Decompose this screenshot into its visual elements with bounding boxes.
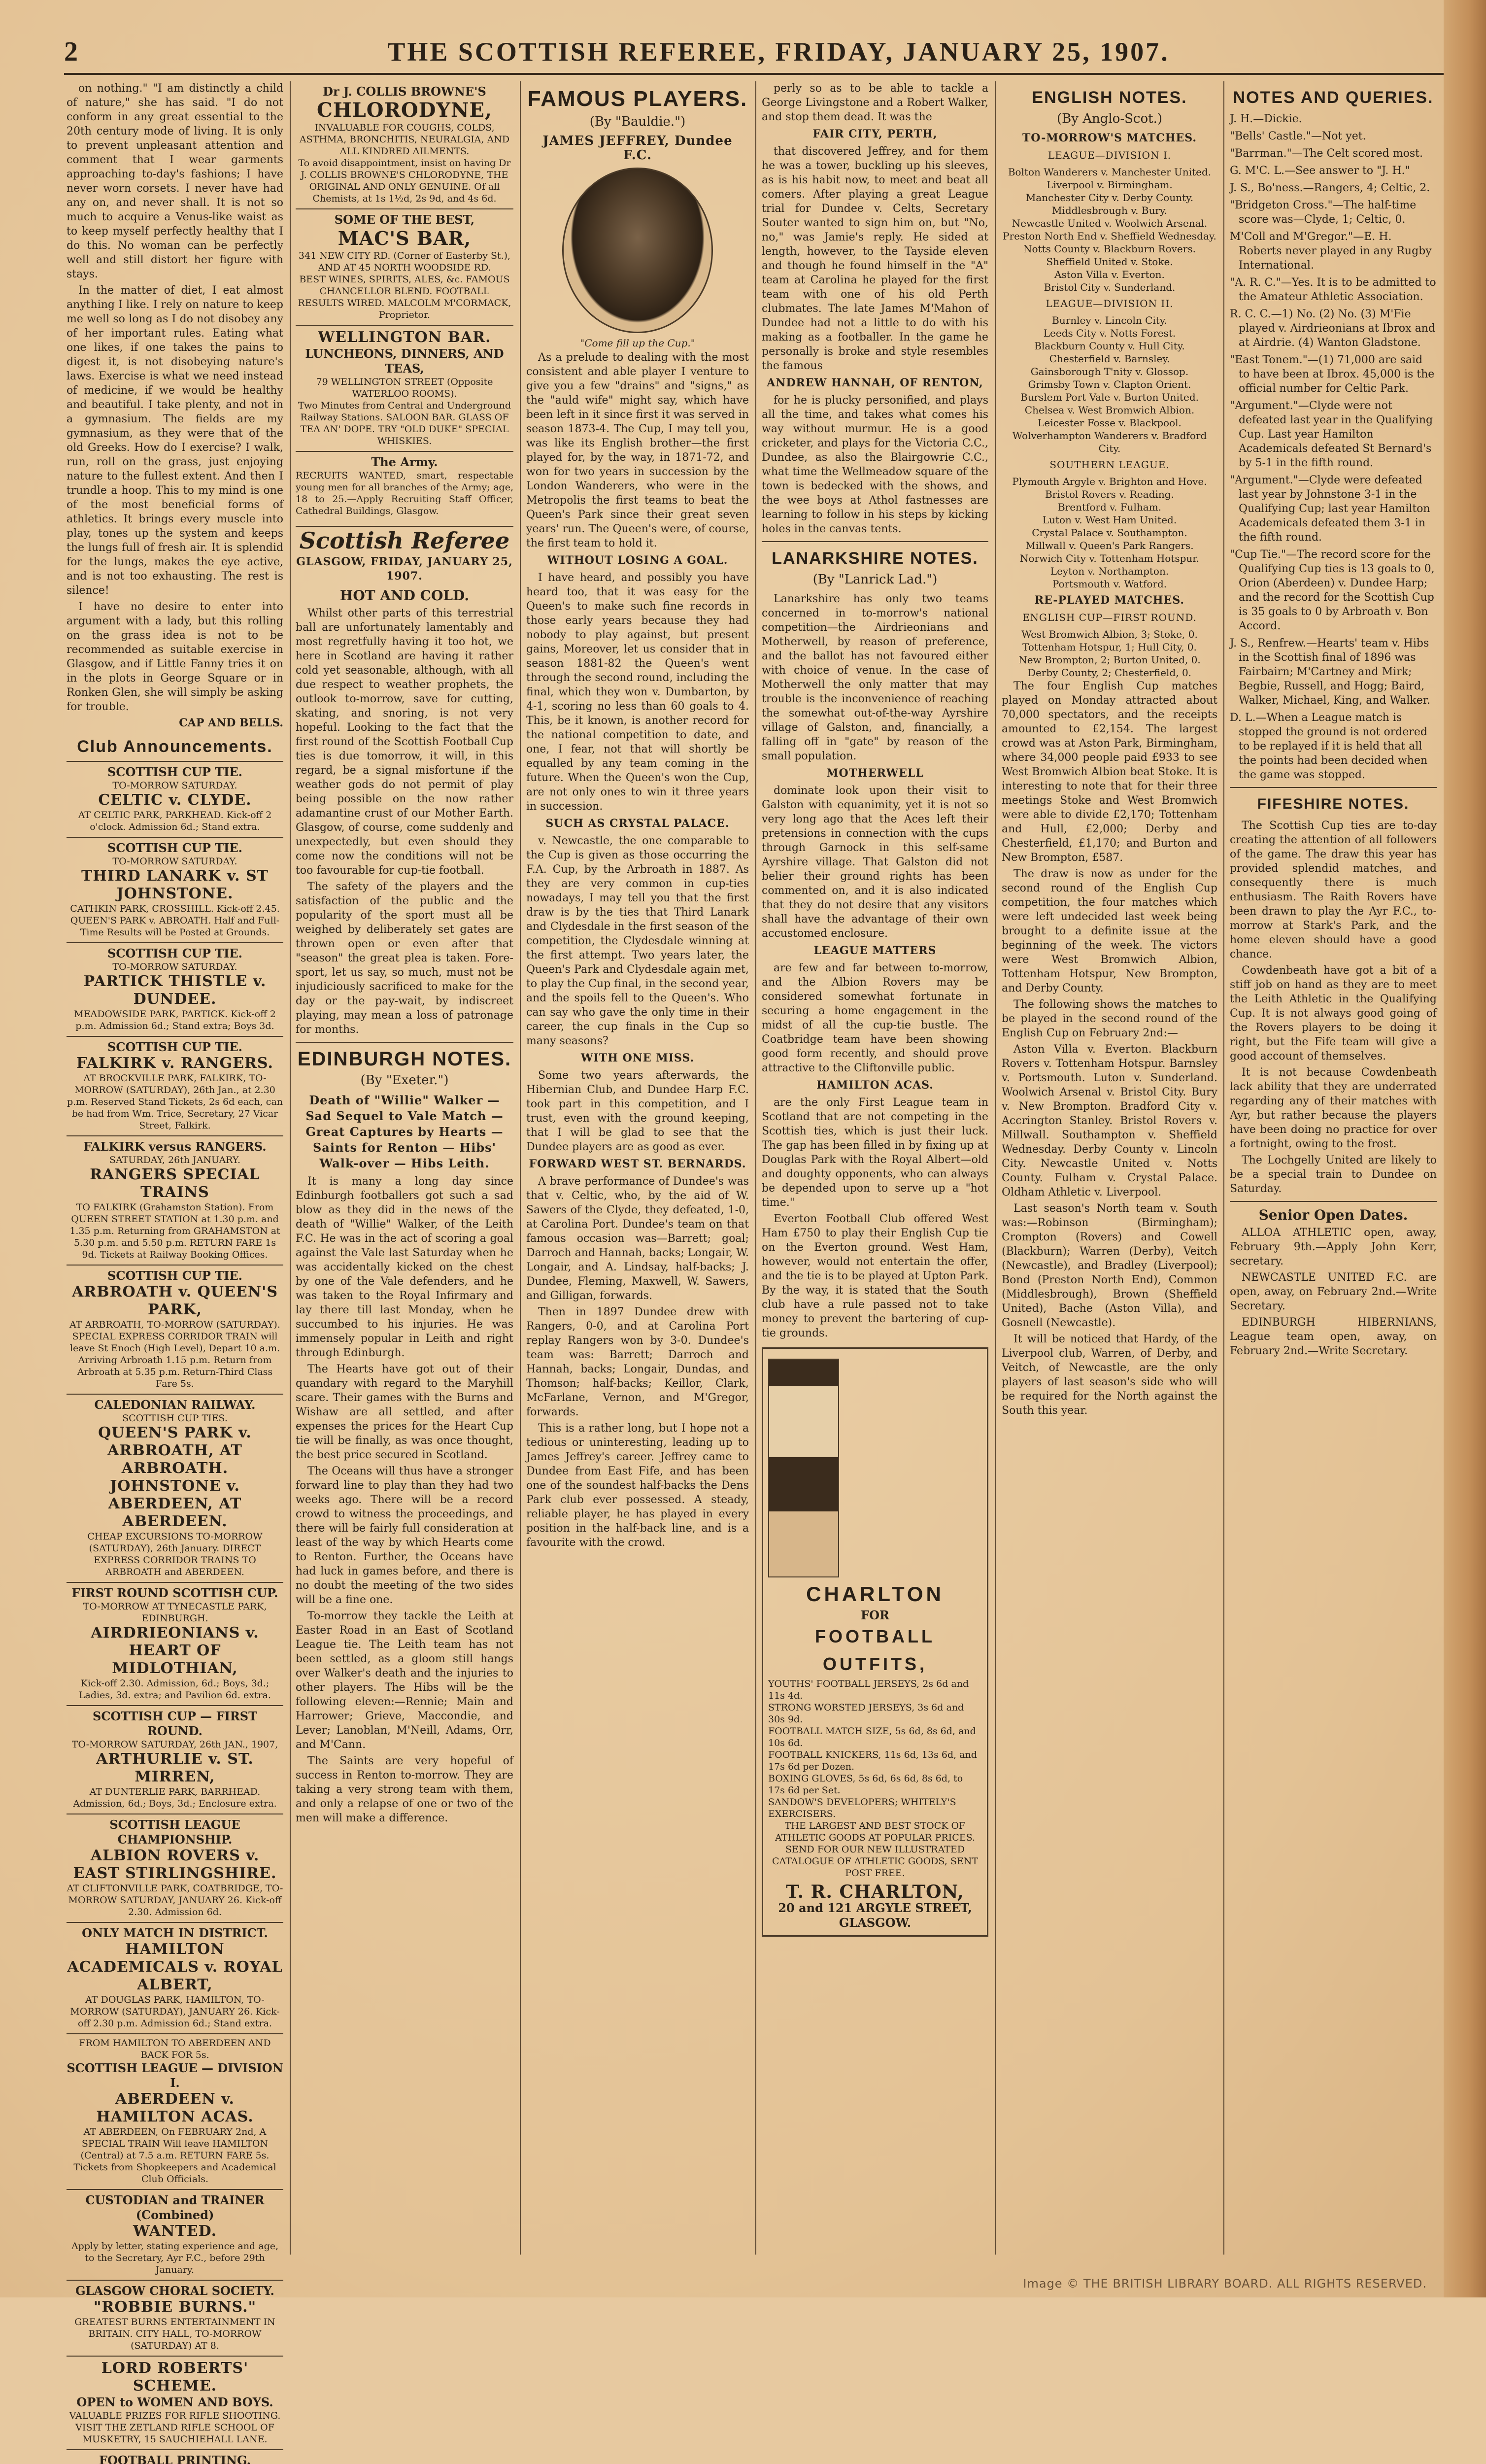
article-paragraph: The following shows the matches to be played in the second round of the English Cup on February 2nd:— [1002, 998, 1217, 1039]
portrait-caption: "Come fill up the Cup." [580, 337, 695, 349]
list-item: Plymouth Argyle v. Brighton and Hove. [1012, 476, 1207, 487]
club-announcement: LORD ROBERTS' SCHEME. OPEN to WOMEN AND BOYS. VALUABLE PRIZES FOR RIFLE SHOOTING. VISIT THE ZETLAND RIFLE SCHOOL OF MUSKETRY, 15 SAUCHIEHALL LANE. [67, 2356, 283, 2449]
club-announcement: ONLY MATCH IN DISTRICT. HAMILTON ACADEMICALS v. ROYAL ALBERT, AT DOUGLAS PARK, HAMILTON, TO-MORROW (SATURDAY), JANUARY 26. Kick-off 2.30 p.m. Admission 6d.; Stand extra. [67, 1922, 283, 2033]
article-paragraph: Some two years afterwards, the Hibernian Club, and Dundee Harp F.C. took part in this competition, and I trust, even with the ground keeping, that I will be glad to see that the Dundee players are as good as ever. [526, 1069, 749, 1153]
club-announcement: FOOTBALL PRINTING. [67, 2449, 283, 2464]
list-item: J. S., Bo'ness.—Rangers, 4; Celtic, 2. [1230, 182, 1430, 194]
section-title: Club Announcements. [77, 737, 273, 756]
sub-heading: JAMES JEFFREY, Dundee F.C. [542, 134, 733, 163]
open-date-notice: EDINBURGH HIBERNIANS, League team open, away, on February 2nd.—Write Secretary. [1230, 1316, 1437, 1357]
list-item: Sheffield United v. Stoke. [1046, 256, 1173, 268]
section-title: NOTES AND QUERIES. [1233, 88, 1434, 107]
article-paragraph: Last season's North team v. South was:—Robinson (Birmingham); Crompton (Rovers) and Cowell (Blackburn); Warren (Derby), Veitch (Newcastle), and Bradley (Liverpool); Bond (Preston North End), Common (Middlesbrough), Brown (Sheffield United), Bache (Aston Villa), and Gosnell (Newcastle). [1002, 1202, 1217, 1329]
list-item: D. L.—When a League match is stopped the ground is not ordered to be replayed if it is held that all the points had been decided when the game was stopped. [1230, 712, 1428, 781]
byline: (By "Bauldie.") [589, 114, 686, 129]
sub-heading: WITH ONE MISS. [580, 1052, 695, 1064]
column-rule [995, 81, 996, 2255]
article-paragraph: A brave performance of Dundee's was that v. Celtic, who, by the aid of W. Sawers of the Clyde, they defeated, 1-0, at Carolina Port. Dundee's team on that famous occasion was—Barrett; goal; Darroch and Hannah, backs; Longair, W. Longair, and A. Lindsay, half-backs; J. Dundee, Fleming, Maxwell, W. Sawers, and Gilligan, forwards. [526, 1175, 749, 1302]
list-item: Middlesbrough v. Bury. [1051, 205, 1168, 216]
list-item: Liverpool v. Birmingham. [1047, 179, 1173, 191]
list-item: Leeds City v. Notts Forest. [1043, 327, 1176, 339]
section-title: FIFESHIRE NOTES. [1257, 796, 1410, 812]
advertisement: The Army. RECRUITS WANTED, smart, respectable young men for all branches of the Army; age, 18 to 25.—Apply Recruiting Staff Officer, Cathedral Buildings, Glasgow. [296, 451, 513, 521]
masthead [64, 34, 1444, 69]
byline: (By "Exeter.") [360, 1073, 449, 1088]
sub-heading: LEAGUE MATTERS [813, 944, 937, 957]
advertisement: Dr J. COLLIS BROWNE'S CHLORODYNE, INVALUABLE FOR COUGHS, COLDS, ASTHMA, BRONCHITIS, NEURALGIA, AND ALL KINDRED AILMENTS. To avoid disappointment, insist on having Dr J. COLLIS BROWNE'S CHLORODYNE, THE ORIGINAL AND ONLY GENUINE. Of all Chemists, at 1s 1½d, 2s 9d, and 4s 6d. [298, 84, 511, 204]
list-item: Grimsby Town v. Clapton Orient. [1028, 378, 1191, 390]
sub-heading: Death of "Willie" Walker — Sad Sequel to Vale Match — Great Captures by Hearts — Saints for Renton — Hibs' Walk-over — Hibs Leith. [305, 1093, 504, 1170]
next-page-edge [1444, 0, 1486, 2297]
column-rule [755, 81, 756, 2255]
column-rule [1223, 81, 1224, 2255]
list-item: G. M'C. L.—See answer to "J. H." [1230, 165, 1410, 177]
open-date-notice: NEWCASTLE UNITED F.C. are open, away, on February 2nd.—Write Secretary. [1230, 1271, 1437, 1312]
list-item: M'Coll and M'Gregor."—E. H. Roberts never played in any Rugby International. [1230, 231, 1432, 272]
leader-title: HOT AND COLD. [339, 587, 470, 604]
club-announcement: FALKIRK versus RANGERS. SATURDAY, 26th JANUARY. RANGERS SPECIAL TRAINS TO FALKIRK (Grahamston Station). From QUEEN STREET STATION at 1.30 p.m. and 1.35 p.m. Returning from GRAHAMSTON at 5.30 p.m. and 5.50 p.m. RETURN FARE 1s 9d. Tickets at Railway Booking Offices. [67, 1135, 283, 1265]
list-item: Manchester City v. Derby County. [1025, 192, 1194, 204]
image-credit: Image © THE BRITISH LIBRARY BOARD. ALL RIGHTS RESERVED. [1023, 2277, 1427, 2291]
article-paragraph: Aston Villa v. Everton. Blackburn Rovers v. Tottenham Hotspur. Barnsley v. Portsmouth. Luton v. Sunderland. Woolwich Arsenal v. Bristol City. Bury v. New Brompton. Bradford City v. Accrington Stanley. Bristol Rovers v. Millwall. Southampton v. Sheffield Wednesday. Derby County v. Lincoln City. Newcastle United v. Notts County. Fulham v. Crystal Palace. Oldham Athletic v. Liverpool. [1002, 1043, 1217, 1198]
sub-heading: SUCH AS CRYSTAL PALACE. [545, 817, 730, 830]
fixture-list [1002, 166, 1217, 294]
club-announcement: CALEDONIAN RAILWAY. SCOTTISH CUP TIES. QUEEN'S PARK v. ARBROATH, AT ARBROATH. JOHNSTONE v. ABERDEEN, AT ABERDEEN. CHEAP EXCURSIONS TO-MORROW (SATURDAY), 26th January. DIRECT EXPRESS CORRIDOR TRAINS TO ARBROATH and ABERDEEN. [67, 1394, 283, 1582]
list-item: "Argument."—Clyde were defeated last year by Johnstone 3-1 in the Qualifying Cup; last year Hamilton Academicals defeated them 3-1 in the fifth round. [1230, 474, 1430, 544]
sub-heading: WITHOUT LOSING A GOAL. [547, 554, 728, 567]
club-announcement: SCOTTISH LEAGUE CHAMPIONSHIP. ALBION ROVERS v. EAST STIRLINGSHIRE. AT CLIFTONVILLE PARK, COATBRIDGE, TO-MORROW SATURDAY, JANUARY 26. Kick-off 2.30. Admission 6d. [67, 1814, 283, 1922]
sub-heading: FORWARD WEST ST. BERNARDS. [529, 1158, 746, 1170]
column-3 [526, 81, 749, 2255]
list-item: Millwall v. Queen's Park Rangers. [1025, 540, 1194, 551]
list-item: Aston Villa v. Everton. [1054, 269, 1165, 280]
list-item: Norwich City v. Tottenham Hotspur. [1019, 552, 1200, 564]
column-5: ENGLISH NOTES. (By Anglo-Scot.) TO-MORROW'S MATCHES. LEAGUE—DIVISION I. Bolton Wanderers v. Manchester United. Liverpool v. Birmingham. Manchester City v. Derby County. Middlesbrough v. Bury. Newcastle United v. Woolwich Arsenal. Preston North End v. Sheffield Wednesday. Notts County v. Blackburn Rovers. Sheffield United v. Stoke. Aston Villa v. Everton. Bristol City v. Sunderland. LEAGUE—DIVISION II. Burnley v. Lincoln City. Leeds City v. Notts Forest. Blackburn County v. Hull City. Chesterfield v. Barnsley. Gainsborough T'nity v. Glossop. Grimsby Town v. Clapton Orient. Burslem Port Vale v. Burton United. Chelsea v. West Bromwich Albion. Leicester Fosse v. Blackpool. Wolverhampton Wanderers v. Bradford City. SOUTHERN LEAGUE. Plymouth Argyle v. Brighton and Hove. Bristol Rovers v. Reading. Brentford v. Fulham. Luton v. West Ham United. Crystal Palace v. Southampton. Millwall v. Queen's Park Rangers. Norwich City v. Tottenham Hotspur. Leyton v. Northampton. Portsmouth v. Watford. RE-PLAYED MATCHES. ENGLISH CUP—FIRST ROUND. West Bromwich Albion, 3; Stoke, 0. Tottenham Hotspur, 1; Hull City, 0. New Brompton, 2; Burton United, 0. Derby County, 2; Chesterfield, 0. The four English Cup matches played on Monday attracted about 70,000 spectators, and the receipts amounted to £2,154. The largest crowd was at Aston Park, Birmingham, where 34,000 people paid £933 to see West Bromwich Albion beat Stoke. It is interesting to note that for their three meetings Stoke and West Bromwich were able to divide £2,170; Tottenham and Hull, £2,000; Derby and Chesterfield, £1,170; and Burton and New Brompton, £587. The draw is now as under for the second round of the English Cup competition, the four matches which were left undecided last week being brought to a definite issue at the beginning of the week. The victors were West Bromwich Albion, Tottenham Hotspur, New Brompton, and Derby County. The following shows the matches to be played in the second round of the English Cup on February 2nd:— Aston Villa v. Everton. Blackburn Rovers v. Tottenham Hotspur. Barnsley v. Portsmouth. Luton v. Sunderland. Woolwich Arsenal v. Bristol City. Bury v. New Brompton. Bradford City v. Accrington Stanley. Bristol Rovers v. Millwall. Southampton v. Sheffield Wednesday. Derby County v. Lincoln City. Newcastle United v. Notts County. Fulham v. Crystal Palace. Oldham Athletic v. Liverpool. Last season's North team v. South was:—Robinson (Birmingham); Crompton (Rovers) and Cowell (Blackburn); Warren (Derby), Veitch (Newcastle), and Bradley (Liverpool); Bond (Preston North End), Common (Middlesbrough), Brown (Sheffield United), Bache (Aston Villa), and Gosnell (Newcastle). It will be noticed that Hardy, of the Liverpool club, Warren, of Derby, and Veitch, of Newcastle, are the only players of last season's side who will be required for the North against the South this year. [1002, 81, 1217, 2255]
article-paragraph: perly so as to be able to tackle a George Livingstone and a Robert Walker, and stop them dead. It was the [762, 82, 988, 123]
club-announcement: SCOTTISH CUP TIE. TO-MORROW SATURDAY. THIRD LANARK v. ST JOHNSTONE. CATHKIN PARK, CROSSHILL. Kick-off 2.45. QUEEN'S PARK v. ABROATH. Half and Full-Time Results will be Posted at Grounds. [67, 837, 283, 942]
article-paragraph: It is not because Cowdenbeath lack ability that they are underrated regarding any of their matches with Ayr, but rather because the players have been doing no practice for over a fortnight, owing to the frost. [1230, 1066, 1437, 1150]
list-item: R. C. C.—1) No. (2) No. (3) M'Fie played v. Airdrieonians at Ibrox and at Airdrie. (4) Wanton Gladstone. [1230, 308, 1435, 349]
article-paragraph: The four English Cup matches played on Monday attracted about 70,000 spectators, and the receipts amounted to £2,154. The largest crowd was at Aston Park, Birmingham, where 34,000 people paid £933 to see West Bromwich Albion beat Stoke. It is interesting to note that for their three meetings Stoke and West Bromwich were able to divide £2,170; Tottenham and Hull, £2,000; Derby and Chesterfield, £1,170; and Burton and New Brompton, £587. [1002, 680, 1217, 864]
article-paragraph: The safety of the players and the satisfaction of the public and the popularity of the sport must all be weighed by deliberately set gates are thrown open or even after that "season" the great plea is taken. Fore-sport, let us say, so much, must not be injudiciously sacrificed to make for the day or the pay-wait, by indiscreet playing, may mean a loss of patronage for months. [296, 881, 513, 1036]
list-item: J. H.—Dickie. [1230, 113, 1302, 125]
section-title: EDINBURGH NOTES. [297, 1048, 512, 1070]
list-item: Preston North End v. Sheffield Wednesday. [1003, 230, 1216, 242]
sub-heading: FAIR CITY, PERTH, [812, 128, 938, 140]
column-rule [290, 81, 291, 2255]
list-item: Brentford v. Fulham. [1057, 501, 1162, 513]
article-paragraph: The draw is now as under for the second round of the English Cup competition, the four matches which were left undecided last week being brought to a definite issue at the beginning of the week. The victors were West Bromwich Albion, Tottenham Hotspur, New Brompton, and Derby County. [1002, 868, 1217, 994]
fixture-list [1002, 475, 1217, 590]
list-item: "East Tonem."—(1) 71,000 are said to have been at Ibrox. 45,000 is the official number for Celtic Park. [1230, 354, 1435, 395]
list-item: Chelsea v. West Bromwich Albion. [1024, 404, 1195, 416]
byline: (By Anglo-Scot.) [1056, 111, 1162, 126]
section-title: ENGLISH NOTES. [1032, 88, 1187, 107]
club-announcement: GLASGOW CHORAL SOCIETY. "ROBBIE BURNS." GREATEST BURNS ENTERTAINMENT IN BRITAIN. CITY HALL, TO-MORROW (SATURDAY) AT 8. [67, 2280, 283, 2356]
sub-heading: HAMILTON ACAS. [816, 1079, 934, 1092]
list-item: "A. R. C."—Yes. It is to be admitted to the Amateur Athletic Association. [1230, 276, 1436, 303]
article-paragraph: This is a rather long, but I hope not a tedious or uninteresting, leading up to James Jeffrey's career. Jeffrey came to Dundee from East Fife, and has been one of the soundest half-backs the Dens Park club ever possessed. A steady, reliable player, he has played in every position in the half-back line, and is a favourite with the crowd. [526, 1422, 749, 1549]
sub-heading: ANDREW HANNAH, OF RENTON, [767, 376, 983, 389]
list-item: Burslem Port Vale v. Burton United. [1020, 391, 1199, 403]
queries-list [1230, 112, 1437, 782]
sub-heading: RE-PLAYED MATCHES. [1034, 594, 1185, 607]
list-item: Portsmouth v. Watford. [1052, 578, 1167, 590]
masthead-rule [64, 73, 1444, 75]
open-date-notice: ALLOA ATHLETIC open, away, February 9th.—Apply John Kerr, secretary. [1230, 1227, 1437, 1267]
list-item: J. S., Renfrew.—Hearts' team v. Hibs in the Scottish final of 1896 was Fairbairn; M'Cartney and Mirk; Begbie, Russell, and Hogg; Baird, Walker, Michael, King, and Walker. [1230, 637, 1430, 707]
list-item: Wolverhampton Wanderers v. Bradford City. [1012, 430, 1207, 454]
section-title: Senior Open Dates. [1258, 1207, 1408, 1223]
article-paragraph: Lanarkshire has only two teams concerned in to-morrow's national competition—the Airdrieonians and Motherwell, by reason of preference, and the ballot has not favoured either with choice of venue. In the case of Motherwell the only matter that may trouble is the inconvenience of reaching the somewhat out-of-the-way Ayrshire village of Galston, and, financially, a falling off in "gate" by reason of the small population. [762, 593, 988, 762]
player-portrait [562, 168, 713, 333]
list-item: Newcastle United v. Woolwich Arsenal. [1012, 217, 1208, 229]
column-2 [296, 81, 513, 2255]
list-item: West Bromwich Albion, 3; Stoke, 0. [1021, 628, 1198, 640]
article-paragraph: I have heard, and possibly you have heard too, that it was easy for the Queen's to make such fine records in those early years because they had nobody to play against, but present gains, Moreover, let us consider that in season 1881-82 the Queen's went through the second round, including the final, which they won v. Dumbarton, by 4-1, scoring no less than 60 goals to 4. This, be it known, is another record for the national competition to date, and one, I fear, not that will shortly be equalled by any team coming in the future. When the Queen's won the Cup, are not only ones to win it three years in succession. [526, 572, 749, 813]
club-announcement: SCOTTISH CUP TIE. ARBROATH v. QUEEN'S PARK, AT ARBROATH, TO-MORROW (SATURDAY). SPECIAL EXPRESS CORRIDOR TRAIN will leave St Enoch (High Level), Depart 10 a.m. Arriving Arbroath 1.15 p.m. Return from Arbroath at 5.35 p.m. Return-Third Class Fare 5s. [67, 1265, 283, 1394]
club-announcement: CUSTODIAN and TRAINER (Combined) WANTED. Apply by letter, stating experience and age, to the Secretary, Ayr F.C., before 29th January. [67, 2189, 283, 2280]
list-item: Leicester Fosse v. Blackpool. [1038, 417, 1182, 429]
article-paragraph: The Lochgelly United are likely to be a special train to Dundee on Saturday. [1230, 1154, 1437, 1195]
article-paragraph: v. Newcastle, the one comparable to the Cup is given as those occurring the F.A. Cup, by the Arbroath in 1887. As they are very common in cup-ties nowadays, I may tell you that the first draw is by the ties that Third Lanark and Clydesdale in the first season of the competition, the Clydesdale winning at the first attempt. Two years later, the Queen's Park and Clydesdale again met, to play the Cup final, in the second year, and the spoils fell to the Queen's. Who can say who gave the only time in their career, the cup finals in the Cup so many seasons? [526, 835, 749, 1047]
club-announcement: SCOTTISH CUP TIE. TO-MORROW SATURDAY. CELTIC v. CLYDE. AT CELTIC PARK, PARKHEAD. Kick-off 2 o'clock. Admission 6d.; Stand extra. [67, 761, 283, 837]
list-item: "Bells' Castle."—Not yet. [1230, 130, 1366, 142]
list-item: "Argument."—Clyde were not defeated last year in the Qualifying Cup. Last year Hamilton Academicals defeated St Bernard's by 5-1 in the fifth round. [1230, 400, 1433, 469]
club-announcement: SCOTTISH CUP — FIRST ROUND. TO-MORROW SATURDAY, 26th JAN., 1907, ARTHURLIE v. ST. MIRREN, AT DUNTERLIE PARK, BARRHEAD. Admission, 6d.; Boys, 3d.; Enclosure extra. [67, 1705, 283, 1814]
article-paragraph: In the matter of diet, I eat almost anything I like. I rely on nature to keep me well so long as I do not disobey any of her important rules. Eating what one likes, if one takes the pains to digest it, is not disobeying nature's laws. Exercise is what we need instead of medicine, if we would be healthy and beautiful. I take plenty, and not in a gymnasium. The fields are my gymnasium, as they were that of the old Greeks. How do I exercise? I walk, run, roll on the grass, just enjoying nature to the fullest extent. And then I trundle a hoop. This to my mind is one of the most beneficial forms of athletics. It brings every muscle into play, tones up the system and keeps the lungs full of fresh air. It is splendid for the lungs, makes the eye active, and is not too exhausting. The rest is silence! [67, 284, 283, 597]
sub-heading: MOTHERWELL [826, 767, 924, 780]
article-paragraph: dominate look upon their visit to Galston with equanimity, yet it is not so very long ago that the Aces left their pretensions in connection with the cups through Garnock in this self-same Ayrshire village. That Galston did not belier their ground rights has been commented on, and it is also indicated that they do not desire that any visitors shall have the advantage of their own accustomed enclosure. [762, 785, 988, 940]
list-item: Bristol City v. Sunderland. [1044, 281, 1176, 293]
list-item: Bristol Rovers v. Reading. [1045, 488, 1174, 500]
article-paragraph: The Hearts have got out of their quandary with regard to the Maryhill scare. Their games with the Burns and Wishaw are all settled, and after expenses the prices for the Heart Cup tie will be finally, as was once thought, the best price secured in Scotland. [296, 1363, 513, 1461]
list-item: Burnley v. Lincoln City. [1052, 314, 1167, 326]
advertisement: SOME OF THE BEST, MAC'S BAR, 341 NEW CITY RD. (Corner of Easterby St.), AND AT 45 NORTH WOODSIDE RD. BEST WINES, SPIRITS, ALES, &c. FAMOUS CHANCELLOR BLEND. FOOTBALL RESULTS WIRED. MALCOLM M'CORMACK, Proprietor. [296, 208, 513, 325]
article-paragraph: Whilst other parts of this terrestrial ball are unfortunately lamentably and most regretfully having it too hot, we here in Scotland are having it rather cold yet seasonable, although, with all due respect to weather prophets, the outlook to-morrow, save for cutting, skating, and snoring, is not very hopeful. Looking to the fact that the first round of the Scottish Football Cup ties is due tomorrow, it will, in this regard, be a signal misfortune if the weather gods do not permit of play being possible on the now rather adamantine crust of our Mother Earth. Glasgow, of course, come suddenly and unexpectedly, but even should they come now the conditions will not be too favourable for cup-tie football. [296, 607, 513, 877]
list-item: "Bridgeton Cross."—The half-time score was—Clyde, 1; Celtic, 0. [1230, 199, 1417, 226]
column-4 [762, 81, 988, 2255]
list-item: Crystal Palace v. Southampton. [1032, 527, 1187, 539]
column-1 [67, 81, 283, 2464]
article-paragraph: The Oceans will thus have a stronger forward line to play than they had two weeks ago. There will be a record crowd to witness the proceedings, and there will be fairly full consideration at least of the way by which Hearts come to Renton. Further, the Oceans have had luck in games before, and there is no doubt the meeting of the two sides will be a fine one. [296, 1465, 513, 1606]
page-number: 2 [64, 36, 80, 67]
article-paragraph: Cowdenbeath have got a bit of a stiff job on hand as they are to meet the Leith Athletic in the Qualifying Cup. It is not always good going of the Rovers players to be doing it right, but the Fife team will give a good account of themselves. [1230, 964, 1437, 1062]
byline: (By "Lanrick Lad.") [812, 572, 938, 587]
list-item: Derby County, 2; Chesterfield, 0. [1027, 667, 1192, 679]
dateline: GLASGOW, FRIDAY, JANUARY 25, 1907. [296, 555, 513, 582]
column-6 [1230, 81, 1437, 2255]
list-item: Blackburn County v. Hull City. [1034, 340, 1185, 352]
list-item: New Brompton, 2; Burton United, 0. [1018, 654, 1201, 666]
club-announcement: SCOTTISH CUP TIE. TO-MORROW SATURDAY. PARTICK THISTLE v. DUNDEE. MEADOWSIDE PARK, PARTICK. Kick-off 2 p.m. Admission 6d.; Stand extra; Boys 3d. [67, 942, 283, 1036]
article-paragraph: The Scottish Cup ties are to-day creating the attention of all followers of the game. The draw this year has provided splendid matches, and consequently there is much enthusiasm. The Raith Rovers have been drawn to play the Ayr F.C., to-morrow at Stark's Park, and the home eleven should have a good chance. [1230, 820, 1437, 960]
section-title: FAMOUS PLAYERS. [527, 87, 748, 111]
article-paragraph: It is many a long day since Edinburgh footballers got such a sad blow as they did in the news of the death of "Willie" Walker, of the Leith F.C. He was in the act of scoring a goal against the Vale last Saturday when he was accidentally kicked on the chest by one of the Vale defenders, and he was taken to the Royal Infirmary and lay there till last Monday, when he succumbed to his injuries. He was immensely popular in Leith and right through Edinburgh. [296, 1175, 513, 1359]
list-item: "Barrman."—The Celt scored most. [1230, 147, 1423, 160]
article-paragraph: for he is plucky personified, and plays all the time, and takes what comes his way without murmur. He is a good cricketer, and plays for the Victoria C.C., Dundee, as also the Blairgowrie C.C., what time the Wellmeadow square of the town is bedecked with the shows, and the wee boys at Athol fastnesses are learning to follow in his steps by kicking holes in the canvas tents. [762, 394, 988, 535]
list-item: Chesterfield v. Barnsley. [1049, 353, 1170, 365]
article-paragraph: As a prelude to dealing with the most consistent and able player I venture to give you a few "drains" and "signs," as the "auld wife" might say, which have been left in it since first it was served in season 1873-4. The Cup, I may tell you, was like its English brother—the first played for, by the way, in 1871-72, and won for two years in succession by the London Wanderers, who were in the Metropolis the first teams to beat the Queen's Park since their great seven years' run. The Queen's were, of course, the first team to hold it. [526, 351, 749, 549]
list-item: "Cup Tie."—The record score for the Qualifying Cup ties is 13 goals to 0, Orion (Aberdeen) v. Dundee Harp; and the record for the Scottish Cup is 35 goals to 0 by Arbroath v. Bon Accord. [1230, 548, 1435, 632]
list-item: Bolton Wanderers v. Manchester United. [1008, 166, 1212, 178]
section-title: LANARKSHIRE NOTES. [772, 549, 979, 568]
article-paragraph: To-morrow they tackle the Leith at Easter Road in an East of Scotland League tie. The Leith team has not been settled, as a gloom still hangs over Walker's death and the injuries to other players. The Hibs will be the following eleven:—Rennie; Main and Harrower; Grieve, Maccondie, and Lever; Lanoblan, M'Neill, Adams, Orr, and M'Cann. [296, 1610, 513, 1751]
article-paragraph: are few and far between to-morrow, and the Albion Rovers may be considered somewhat fortunate in securing a home engagement in the midst of all the cup-tie bustle. The Coatbridge team have been showing good form recently, and should prove attractive to the Cliftonville public. [762, 962, 988, 1074]
list-item: Leyton v. Northampton. [1050, 565, 1169, 577]
fixture-list [1002, 314, 1217, 455]
list-item: Notts County v. Blackburn Rovers. [1023, 243, 1196, 255]
column-rule [520, 81, 521, 2255]
article-paragraph: that discovered Jeffrey, and for them he was a tower, buckling up his sleeves, as is his habit now, to meet and beat all comers. After playing a great League trial for Dundee v. Celts, Secretary Souter wanted to sign him on, but "No, no," was Jamie's reply. He sided at length, however, to the Tayside eleven and though he found himself in the "A" team at Carolina he played for the first team with one of his old Perth clubmates. The late James M'Mahon of Dundee had not a little to do with his making as a footballer. In the game he personally is broke and style resembles the famous [762, 145, 988, 372]
footballer-illustration [768, 1359, 839, 1577]
article-paragraph: on nothing." "I am distinctly a child of nature," she has said. "I do not conform in any great essential to the 20th century mode of living. It is only to prevent unpleasant attention and comment that I wear garments approaching to-day's fashions; I have never worn corsets. I never have had any on, and never shall. It is not so much to acquire a Venus-like waist as to keep myself perfectly healthy that I do this. No woman can be perfectly well and still distort her figure with stays. [67, 82, 283, 280]
list-item: Gainsborough T'nity v. Glossop. [1030, 366, 1189, 377]
article-paragraph: It will be noticed that Hardy, of the Liverpool club, Warren, of Derby, and Veitch, of Newcastle, are the only players of last season's side who will be required for the North against the South this year. [1002, 1333, 1217, 1417]
advertisement: WELLINGTON BAR. LUNCHEONS, DINNERS, AND TEAS, 79 WELLINGTON STREET (Opposite WATERLOO ROOMS). Two Minutes from Central and Underground Railway Stations. SALOON BAR. GLASS OF TEA AN' DOPE. TRY "OLD DUKE" SPECIAL WHISKIES. [296, 325, 513, 451]
charlton-advertisement: CHARLTON FOR FOOTBALL OUTFITS, YOUTHS' FOOTBALL JERSEYS, 2s 6d and 11s 4d. STRONG WORSTED JERSEYS, 3s 6d and 30s 9d. FOOTBALL MATCH SIZE, 5s 6d, 8s 6d, and 10s 6d. FOOTBALL KNICKERS, 11s 6d, 13s 6d, and 17s 6d per Dozen. BOXING GLOVES, 5s 6d, 6s 6d, 8s 6d, to 17s 6d per Set. SANDOW'S DEVELOPERS; WHITELY'S EXERCISERS. THE LARGEST AND BEST STOCK OF ATHLETIC GOODS AT POPULAR PRICES. SEND FOR OUR NEW ILLUSTRATED CATALOGUE OF ATHLETIC GOODS, SENT POST FREE. T. R. CHARLTON, 20 and 121 ARGYLE STREET, GLASGOW. [762, 1347, 988, 1937]
nameplate: Scottish Referee [299, 527, 510, 554]
club-announcement: FIRST ROUND SCOTTISH CUP. TO-MORROW AT TYNECASTLE PARK, EDINBURGH. AIRDRIEONIANS v. HEART OF MIDLOTHIAN, Kick-off 2.30. Admission, 6d.; Boys, 3d.; Ladies, 3d. extra; and Pavilion 6d. extra. [67, 1582, 283, 1705]
fixture-list [1002, 628, 1217, 679]
article-paragraph: The Saints are very hopeful of success in Renton to-morrow. They are taking a very strong team with them, and only a relapse of one or two of the men will make a difference. [296, 1755, 513, 1824]
article-signoff: CAP AND BELLS. [179, 717, 283, 729]
article-paragraph: are the only First League team in Scotland that are not competing in the Scottish ties, which is just their luck. The gap has been filled in by fixing up at Douglas Park with the Royal Albert—old and doughty opponents, who can always be depended upon to serve up a "hot time." [762, 1096, 988, 1209]
list-item: Tottenham Hotspur, 1; Hull City, 0. [1022, 641, 1197, 653]
list-item: Luton v. West Ham United. [1042, 514, 1177, 526]
sub-heading: TO-MORROW'S MATCHES. [1022, 132, 1197, 144]
article-paragraph: I have no desire to enter into argument with a lady, but this rolling on the grass idea is not to be recommended as suitable exercise in Glasgow, and if Little Fanny tries it on in the plots in George Square or in Ronken Glen, she will simply be asking for trouble. [67, 601, 283, 713]
article-paragraph: Then in 1897 Dundee drew with Rangers, 0-0, and at Carolina Port replay Rangers won by 3-0. Dundee's team was: Barrett; Darroch and Hannah, backs; Longair, Dundas, and Thomson; half-backs; Keillor, Clark, McFarlane, Vernon, and M'Gregor, forwards. [526, 1306, 749, 1418]
club-announcement: FROM HAMILTON TO ABERDEEN AND BACK FOR 5s. SCOTTISH LEAGUE — DIVISION I. ABERDEEN v. HAMILTON ACAS. AT ABERDEEN, On FEBRUARY 2nd, A SPECIAL TRAIN Will leave HAMILTON (Central) at 7.5 a.m. RETURN FARE 5s. Tickets from Shopkeepers and Academical Club Officials. [67, 2033, 283, 2189]
masthead-title: THE SCOTTISH REFEREE, FRIDAY, JANUARY 25, 1907. [387, 37, 1170, 67]
article-paragraph: Everton Football Club offered West Ham £750 to play their English Cup tie on the Everton ground. West Ham, however, would not entertain the offer, and the tie is to be played at Upton Park. By the way, it is stated that the South club have a rule passed not to take money to prevent the bartering of cup-tie grounds. [762, 1213, 988, 1339]
club-announcement: SCOTTISH CUP TIE. FALKIRK v. RANGERS. AT BROCKVILLE PARK, FALKIRK, TO-MORROW (SATURDAY), 26th Jan., at 2.30 p.m. Reserved Stand Tickets, 2s 6d each, can be had from Wm. Trice, Secretary, 27 Vicar Street, Falkirk. [67, 1036, 283, 1135]
